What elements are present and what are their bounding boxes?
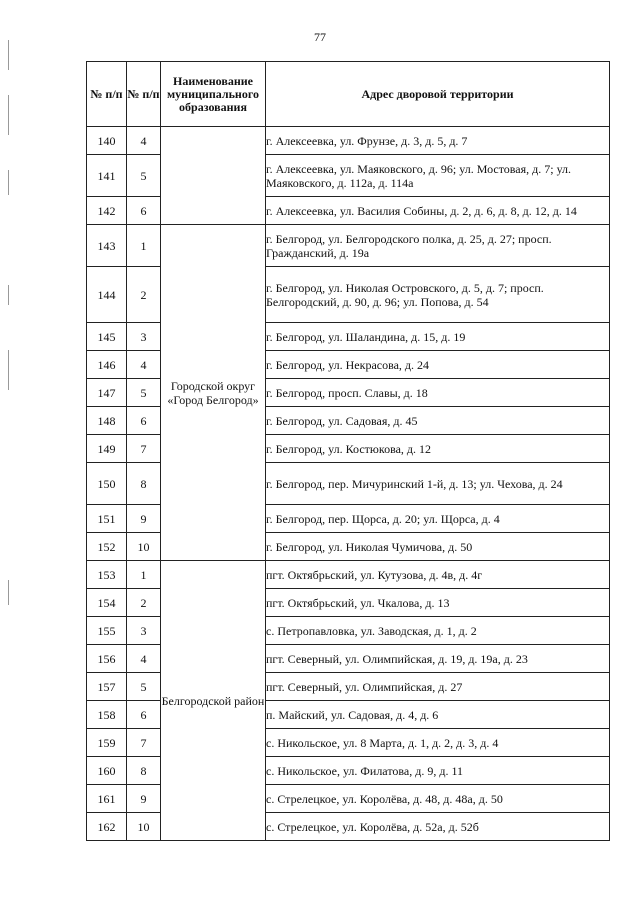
- row-local-number: 2: [127, 267, 161, 323]
- address-cell: г. Белгород, ул. Садовая, д. 45: [266, 407, 610, 435]
- row-local-number: 4: [127, 645, 161, 673]
- address-cell: г. Белгород, ул. Костюкова, д. 12: [266, 435, 610, 463]
- address-cell: с. Стрелецкое, ул. Королёва, д. 48, д. 48а, д. 50: [266, 785, 610, 813]
- row-number: 143: [87, 225, 127, 267]
- address-cell: г. Белгород, пер. Мичуринский 1-й, д. 13; ул. Чехова, д. 24: [266, 463, 610, 505]
- row-local-number: 3: [127, 323, 161, 351]
- row-local-number: 3: [127, 617, 161, 645]
- address-cell: пгт. Северный, ул. Олимпийская, д. 27: [266, 673, 610, 701]
- address-cell: г. Белгород, ул. Николая Чумичова, д. 50: [266, 533, 610, 561]
- row-number: 157: [87, 673, 127, 701]
- address-cell: г. Алексеевка, ул. Василия Собины, д. 2, д. 6, д. 8, д. 12, д. 14: [266, 197, 610, 225]
- row-local-number: 8: [127, 757, 161, 785]
- row-local-number: 1: [127, 225, 161, 267]
- row-local-number: 9: [127, 785, 161, 813]
- row-local-number: 6: [127, 197, 161, 225]
- row-local-number: 4: [127, 127, 161, 155]
- table-body: [87, 127, 610, 841]
- address-cell: г. Белгород, ул. Николая Островского, д. 5, д. 7; просп. Белгородский, д. 90, д. 96; ул. Попова, д. 54: [266, 267, 610, 323]
- row-local-number: 5: [127, 155, 161, 197]
- address-cell: с. Никольское, ул. Филатова, д. 9, д. 11: [266, 757, 610, 785]
- row-number: 149: [87, 435, 127, 463]
- header-municipality: Наименование муниципального образования: [161, 62, 266, 127]
- municipality-cell: [161, 127, 266, 225]
- header-num-local: № п/п: [127, 62, 161, 127]
- header-num-total: № п/п: [87, 62, 127, 127]
- row-number: 162: [87, 813, 127, 841]
- table-row: [87, 127, 610, 155]
- row-local-number: 8: [127, 463, 161, 505]
- row-number: 146: [87, 351, 127, 379]
- row-number: 145: [87, 323, 127, 351]
- row-local-number: 10: [127, 813, 161, 841]
- row-local-number: 7: [127, 729, 161, 757]
- table-row: [87, 225, 610, 267]
- row-local-number: 6: [127, 701, 161, 729]
- municipality-cell: Белгородской район: [161, 561, 266, 841]
- row-local-number: 5: [127, 379, 161, 407]
- row-number: 148: [87, 407, 127, 435]
- row-number: 159: [87, 729, 127, 757]
- address-cell: с. Никольское, ул. 8 Марта, д. 1, д. 2, д. 3, д. 4: [266, 729, 610, 757]
- address-cell: г. Белгород, ул. Шаландина, д. 15, д. 19: [266, 323, 610, 351]
- row-local-number: 1: [127, 561, 161, 589]
- row-number: 144: [87, 267, 127, 323]
- header-address: Адрес дворовой территории: [266, 62, 610, 127]
- row-number: 155: [87, 617, 127, 645]
- row-local-number: 2: [127, 589, 161, 617]
- address-cell: с. Петропавловка, ул. Заводская, д. 1, д. 2: [266, 617, 610, 645]
- row-number: 151: [87, 505, 127, 533]
- address-cell: г. Алексеевка, ул. Фрунзе, д. 3, д. 5, д. 7: [266, 127, 610, 155]
- address-cell: г. Белгород, ул. Некрасова, д. 24: [266, 351, 610, 379]
- row-number: 142: [87, 197, 127, 225]
- address-cell: г. Алексеевка, ул. Маяковского, д. 96; ул. Мостовая, д. 7; ул. Маяковского, д. 112а, д. 114а: [266, 155, 610, 197]
- row-number: 152: [87, 533, 127, 561]
- address-cell: пгт. Октябрьский, ул. Кутузова, д. 4в, д. 4г: [266, 561, 610, 589]
- row-number: 141: [87, 155, 127, 197]
- row-local-number: 5: [127, 673, 161, 701]
- address-cell: пгт. Октябрьский, ул. Чкалова, д. 13: [266, 589, 610, 617]
- row-local-number: 4: [127, 351, 161, 379]
- page-number: 77: [314, 30, 326, 44]
- row-number: 153: [87, 561, 127, 589]
- row-number: 158: [87, 701, 127, 729]
- address-cell: пгт. Северный, ул. Олимпийская, д. 19, д. 19а, д. 23: [266, 645, 610, 673]
- row-number: 147: [87, 379, 127, 407]
- address-cell: г. Белгород, ул. Белгородского полка, д. 25, д. 27; просп. Гражданский, д. 19а: [266, 225, 610, 267]
- address-cell: с. Стрелецкое, ул. Королёва, д. 52а, д. 52б: [266, 813, 610, 841]
- table-row: [87, 561, 610, 589]
- row-local-number: 6: [127, 407, 161, 435]
- row-local-number: 7: [127, 435, 161, 463]
- row-number: 161: [87, 785, 127, 813]
- row-number: 154: [87, 589, 127, 617]
- address-cell: г. Белгород, просп. Славы, д. 18: [266, 379, 610, 407]
- municipality-cell: Городской округ «Город Белгород»: [161, 225, 266, 561]
- address-cell: п. Майский, ул. Садовая, д. 4, д. 6: [266, 701, 610, 729]
- courtyard-registry-table: [86, 61, 610, 841]
- row-number: 156: [87, 645, 127, 673]
- row-local-number: 10: [127, 533, 161, 561]
- row-number: 160: [87, 757, 127, 785]
- address-cell: г. Белгород, пер. Щорса, д. 20; ул. Щорса, д. 4: [266, 505, 610, 533]
- table-header-row: [87, 62, 610, 127]
- row-local-number: 9: [127, 505, 161, 533]
- row-number: 140: [87, 127, 127, 155]
- row-number: 150: [87, 463, 127, 505]
